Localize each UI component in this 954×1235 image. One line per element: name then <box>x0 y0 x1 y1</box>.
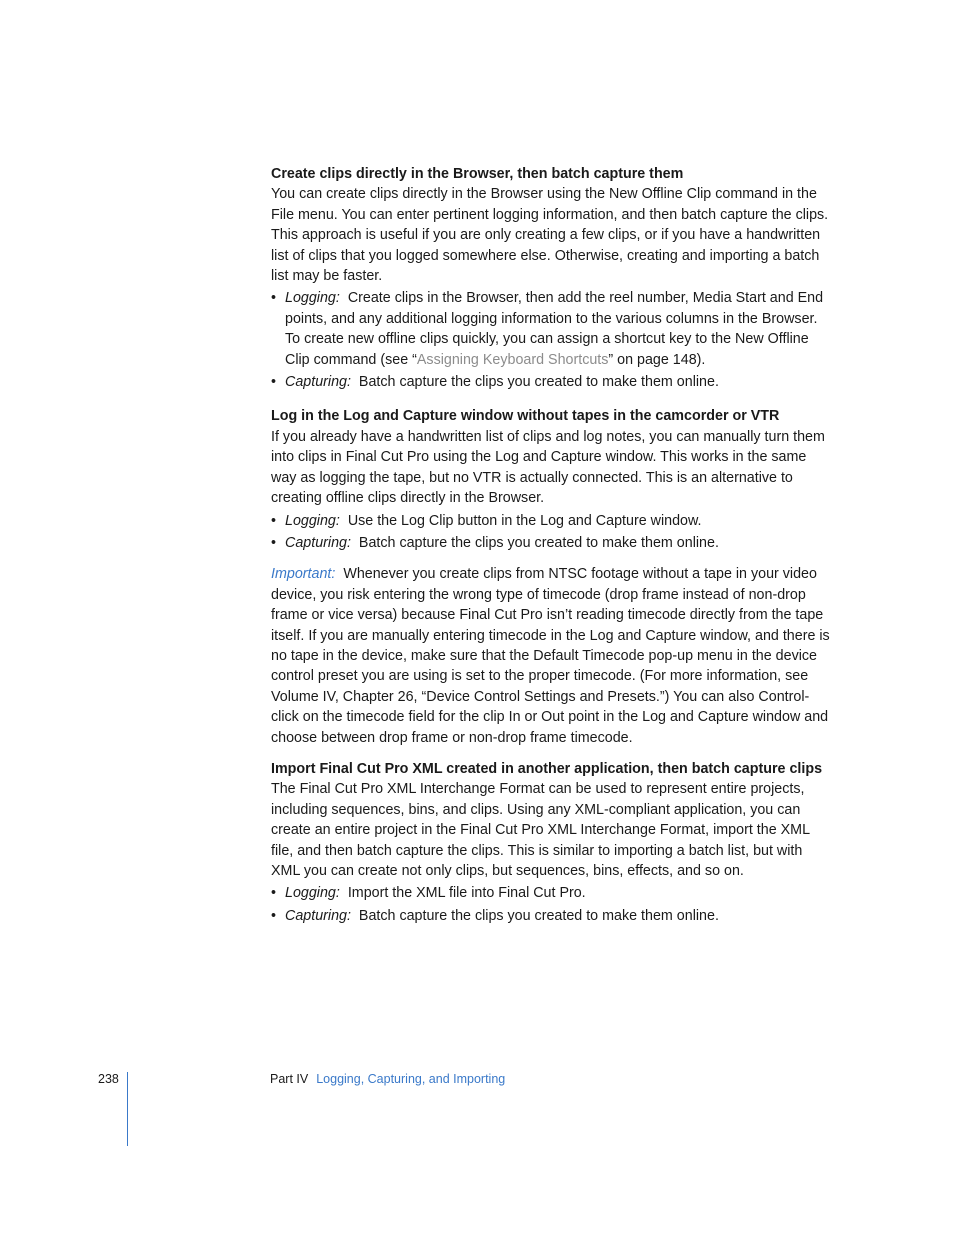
section-body-xml: The Final Cut Pro XML Interchange Format can be used to represent entire projects, including sequences, bins, and clips. Using any XML-compliant application, you can create an entire project in the Final Cut Pro XML Interchange Format, import the XML file, and then batch capture the clips. This is similar to importing a batch list, but with XML you can create not only clips, but sequences, bins, effects, and so on. <box>271 781 810 879</box>
list-item-logging <box>271 288 831 370</box>
section-heading-log-capture: Log in the Log and Capture window without tapes in the camcorder or VTR <box>271 408 780 425</box>
section-heading-xml: Import Final Cut Pro XML created in another application, then batch capture clips <box>271 760 823 777</box>
capturing-text: Batch capture the clips you created to make them online. <box>358 374 719 391</box>
bullet-list-browser <box>271 288 831 392</box>
footer-part-label <box>270 1072 505 1086</box>
logging-label: Logging: <box>285 512 340 529</box>
section-body-log-capture: If you already have a handwritten list of clips and log notes, you can manually turn them into clips in Final Cut Pro using the Log and Capture window. This works in the same way as logging the tape, but no VTR is actually connected. This is an alternative to creating offline clips directly in the Browser. <box>271 428 825 507</box>
bullet-list-xml <box>271 883 831 926</box>
list-item-capturing <box>271 372 831 392</box>
section-heading-browser: Create clips directly in the Browser, then batch capture them <box>271 166 684 182</box>
list-item-logging <box>271 511 831 531</box>
bullet-glyph: • <box>271 907 277 924</box>
bullet-glyph: • <box>271 885 277 902</box>
capturing-text: Batch capture the clips you created to make them online. <box>358 534 719 551</box>
assigning-shortcuts-link[interactable]: Assigning Keyboard Shortcuts <box>416 351 609 368</box>
list-item-capturing <box>271 906 831 926</box>
list-item-logging <box>271 883 831 903</box>
page-content <box>271 164 831 926</box>
bullet-glyph: • <box>271 290 277 307</box>
logging-text: Use the Log Clip button in the Log and Capture window. <box>347 512 702 529</box>
bullet-glyph: • <box>271 534 277 551</box>
logging-label: Logging: <box>285 290 340 307</box>
important-note <box>271 564 831 748</box>
list-item-capturing <box>271 533 831 553</box>
logging-text: Import the XML file into Final Cut Pro. <box>347 885 586 902</box>
bullet-glyph: • <box>271 374 277 391</box>
part-number: Part IV <box>270 1072 309 1086</box>
logging-text-after: ” on page 148). <box>608 351 706 368</box>
section-body-browser: You can create clips directly in the Browser using the New Offline Clip command in the File menu. You can enter pertinent logging information, and then batch capture the clips. This approach is useful if you are only creating a few clips, or if you have a handwritten list of clips that you logged somewhere else. Otherwise, creating and importing a batch list may be faster. <box>271 186 829 285</box>
capturing-label: Capturing: <box>285 374 351 391</box>
bullet-glyph: • <box>271 512 277 529</box>
logging-text-before: Create clips in the Browser, then add the reel number, Media Start and End points, and any additional logging information to the various columns in the Browser. To create new offline clips quickly, you can assign a shortcut key to the New Offline Clip command (see “ <box>285 290 824 368</box>
important-label: Important: <box>271 566 336 583</box>
bullet-list-log-capture <box>271 511 831 554</box>
part-title-link[interactable]: Logging, Capturing, and Importing <box>316 1072 506 1086</box>
capturing-label: Capturing: <box>285 534 351 551</box>
page-number: 238 <box>98 1072 119 1086</box>
footer-divider <box>127 1072 128 1146</box>
capturing-label: Capturing: <box>285 907 351 924</box>
logging-label: Logging: <box>285 885 340 902</box>
capturing-text: Batch capture the clips you created to make them online. <box>358 907 719 924</box>
important-text: Whenever you create clips from NTSC footage without a tape in your video device, you risk entering the wrong type of timecode (drop frame instead of non-drop frame or vice versa) because Final Cut Pro isn’t reading timecode directly from the tape itself. If you are manually entering timecode in the Log and Capture window, and there is no tape in the device, make sure that the Default Timecode pop-up menu in the device control preset you are using is set to the proper timecode. (For more information, see Volume IV, Chapter 26, “Device Control Settings and Presets.”) You can also Control-click on the timecode field for the clip In or Out point in the Log and Capture window and choose between drop frame or non-drop frame timecode. <box>271 566 830 746</box>
